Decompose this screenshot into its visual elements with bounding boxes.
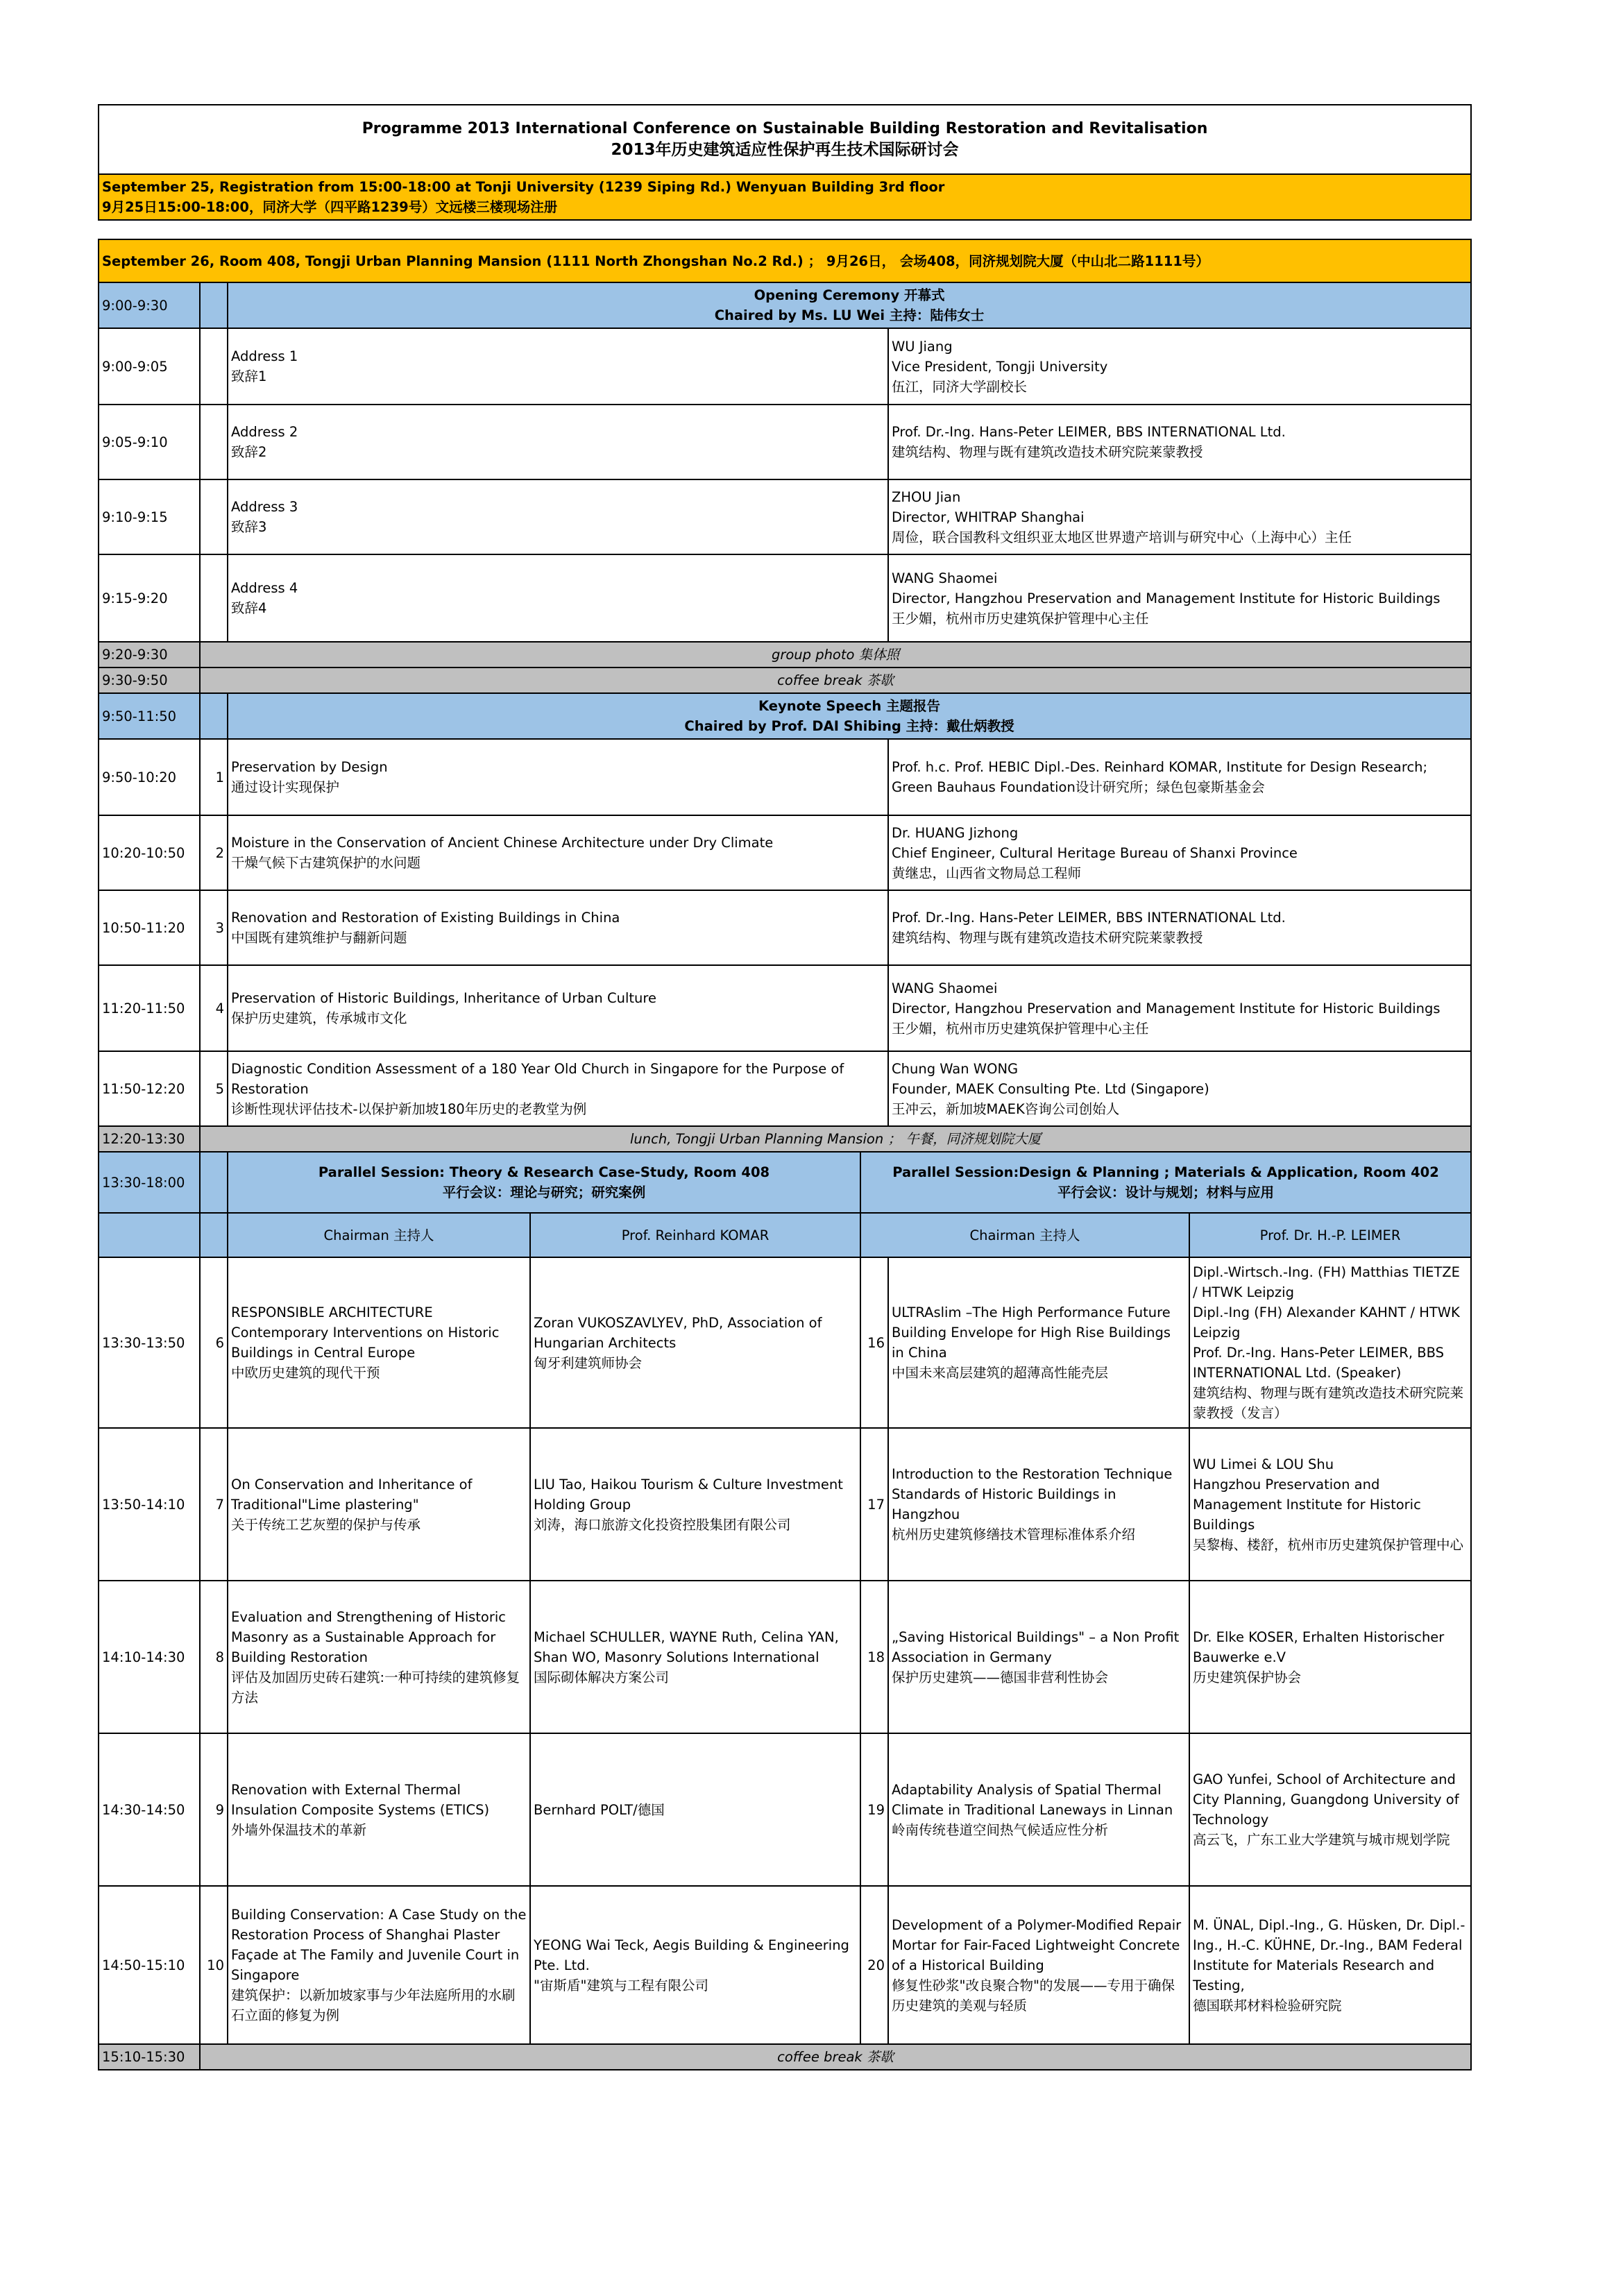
parallel-talk-row bbox=[99, 1886, 1471, 2044]
talk-number: 1 bbox=[200, 739, 228, 815]
talk-title: Diagnostic Condition Assessment of a 180 Year Old Church in Singapore for the Purpose of Restoration 诊断性现状评估技术-以保护新加坡180年历史的老教堂为例 bbox=[228, 1051, 888, 1126]
speaker-cell: Prof. Dr.-Ing. Hans-Peter LEIMER, BBS INTERNATIONAL Ltd. 建筑结构、物理与既有建筑改造技术研究院莱蒙教授 bbox=[888, 890, 1471, 965]
parallel-right-title: Parallel Session:Design & Planning ; Materials & Application, Room 402 平行会议：设计与规划；材料与应用 bbox=[860, 1152, 1471, 1213]
talk-title: Development of a Polymer-Modified Repair Mortar for Fair-Faced Lightweight Concrete of a Historical Building 修复性砂浆"改良聚合物"的发展——专用于确保历史建筑的美观与轻质 bbox=[888, 1886, 1189, 2044]
time-cell: 9:15-9:20 bbox=[99, 554, 200, 642]
speaker-cell: LIU Tao, Haikou Tourism & Culture Investment Holding Group 刘涛，海口旅游文化投资控股集团有限公司 bbox=[530, 1428, 860, 1581]
keynote-talk-row bbox=[99, 815, 1471, 890]
time-cell: 15:10-15:30 bbox=[99, 2044, 200, 2070]
speaker-cell: YEONG Wai Teck, Aegis Building & Engineering Pte. Ltd. "宙斯盾"建筑与工程有限公司 bbox=[530, 1886, 860, 2044]
talk-title: Renovation and Restoration of Existing Buildings in China 中国既有建筑维护与翻新问题 bbox=[228, 890, 888, 965]
parallel-left-title: Parallel Session: Theory & Research Case-Study, Room 408 平行会议：理论与研究；研究案例 bbox=[228, 1152, 860, 1213]
talk-title: Adaptability Analysis of Spatial Thermal Climate in Traditional Laneways in Linnan 岭南传统巷道空间热气候适应性分析 bbox=[888, 1733, 1189, 1886]
speaker-cell: WANG Shaomei Director, Hangzhou Preservation and Management Institute for Historic Buildings 王少媚，杭州市历史建筑保护管理中心主任 bbox=[888, 554, 1471, 642]
speaker-cell: WU Limei & LOU Shu Hangzhou Preservation and Management Institute for Historic Buildings 吴黎梅、楼舒，杭州市历史建筑保护管理中心 bbox=[1189, 1428, 1471, 1581]
talk-number: 17 bbox=[860, 1428, 888, 1581]
talk-number: 5 bbox=[200, 1051, 228, 1126]
talk-title: RESPONSIBLE ARCHITECTURE Contemporary Interventions on Historic Buildings in Central Europe 中欧历史建筑的现代干预 bbox=[228, 1257, 530, 1428]
speaker-cell: WANG Shaomei Director, Hangzhou Preservation and Management Institute for Historic Buildings 王少媚，杭州市历史建筑保护管理中心主任 bbox=[888, 965, 1471, 1051]
address-row bbox=[99, 554, 1471, 642]
chairman-label: Chairman 主持人 bbox=[228, 1213, 530, 1257]
talk-title: Building Conservation: A Case Study on the Restoration Process of Shanghai Plaster Façade at The Family and Juvenile Court in Singapore 建筑保护：以新加坡家事与少年法庭所用的水刷石立面的修复为例 bbox=[228, 1886, 530, 2044]
day-banner: September 26, Room 408, Tongji Urban Planning Mansion (1111 North Zhongshan No.2 Rd.) ； 9月26日， 会场408，同济规划院大厦（中山北二路1111号） bbox=[99, 239, 1471, 282]
talk-number: 8 bbox=[200, 1581, 228, 1733]
talk-title: Address 4 致辞4 bbox=[228, 554, 888, 642]
talk-title: Address 2 致辞2 bbox=[228, 405, 888, 479]
talk-title: Renovation with External Thermal Insulation Composite Systems (ETICS) 外墙外保温技术的革新 bbox=[228, 1733, 530, 1886]
parallel-talk-row bbox=[99, 1428, 1471, 1581]
talk-number: 10 bbox=[200, 1886, 228, 2044]
session-heading: Keynote Speech 主题报告 Chaired by Prof. DAI Shibing 主持：戴仕炳教授 bbox=[228, 693, 1471, 739]
speaker-cell: ZHOU Jian Director, WHITRAP Shanghai 周俭，联合国教科文组织亚太地区世界遗产培训与研究中心（上海中心）主任 bbox=[888, 479, 1471, 554]
num-cell bbox=[200, 405, 228, 479]
break-row bbox=[99, 1126, 1471, 1152]
time-cell: 10:50-11:20 bbox=[99, 890, 200, 965]
opening-ceremony-row bbox=[99, 282, 1471, 328]
speaker-cell: GAO Yunfei, School of Architecture and City Planning, Guangdong University of Technology 高云飞，广东工业大学建筑与城市规划学院 bbox=[1189, 1733, 1471, 1886]
speaker-cell: Dr. HUANG Jizhong Chief Engineer, Cultural Heritage Bureau of Shanxi Province 黄继忠，山西省文物局总工程师 bbox=[888, 815, 1471, 890]
blank-cell bbox=[200, 693, 228, 739]
time-cell: 10:20-10:50 bbox=[99, 815, 200, 890]
parallel-talk-row bbox=[99, 1581, 1471, 1733]
right-chair: Prof. Dr. H.-P. LEIMER bbox=[1189, 1213, 1471, 1257]
speaker-cell: Chung Wan WONG Founder, MAEK Consulting Pte. Ltd (Singapore) 王冲云，新加坡MAEK咨询公司创始人 bbox=[888, 1051, 1471, 1126]
speaker-cell: Zoran VUKOSZAVLYEV, PhD, Association of Hungarian Architects 匈牙利建筑师协会 bbox=[530, 1257, 860, 1428]
time-cell: 9:10-9:15 bbox=[99, 479, 200, 554]
time-cell: 9:20-9:30 bbox=[99, 642, 200, 667]
break-label: group photo 集体照 bbox=[200, 642, 1471, 667]
parallel-talk-row bbox=[99, 1257, 1471, 1428]
time-cell: 12:20-13:30 bbox=[99, 1126, 200, 1152]
keynote-talk-row bbox=[99, 739, 1471, 815]
title-cn: 2013年历史建筑适应性保护再生技术国际研讨会 bbox=[611, 141, 959, 159]
break-label: coffee break 茶歇 bbox=[200, 2044, 1471, 2070]
talk-title: Preservation of Historic Buildings, Inheritance of Urban Culture 保护历史建筑，传承城市文化 bbox=[228, 965, 888, 1051]
chairman-label: Chairman 主持人 bbox=[860, 1213, 1189, 1257]
talk-number: 16 bbox=[860, 1257, 888, 1428]
talk-number: 2 bbox=[200, 815, 228, 890]
speaker-cell: Prof. Dr.-Ing. Hans-Peter LEIMER, BBS INTERNATIONAL Ltd. 建筑结构、物理与既有建筑改造技术研究院莱蒙教授 bbox=[888, 405, 1471, 479]
num-cell bbox=[200, 328, 228, 405]
keynote-talk-row bbox=[99, 965, 1471, 1051]
address-row bbox=[99, 479, 1471, 554]
talk-number: 20 bbox=[860, 1886, 888, 2044]
time-cell: 9:00-9:05 bbox=[99, 328, 200, 405]
talk-title: Introduction to the Restoration Technique Standards of Historic Buildings in Hangzhou 杭州历史建筑修缮技术管理标准体系介绍 bbox=[888, 1428, 1189, 1581]
programme-table bbox=[98, 104, 1472, 2070]
talk-title: Preservation by Design 通过设计实现保护 bbox=[228, 739, 888, 815]
talk-title: Address 3 致辞3 bbox=[228, 479, 888, 554]
parallel-session-row bbox=[99, 1152, 1471, 1213]
speaker-cell: Dr. Elke KOSER, Erhalten Historischer Bauwerke e.V 历史建筑保护协会 bbox=[1189, 1581, 1471, 1733]
talk-title: Moisture in the Conservation of Ancient Chinese Architecture under Dry Climate 干燥气候下古建筑保护的水问题 bbox=[228, 815, 888, 890]
talk-number: 7 bbox=[200, 1428, 228, 1581]
talk-title: Evaluation and Strengthening of Historic Masonry as a Sustainable Approach for Building Restoration 评估及加固历史砖石建筑:一种可持续的建筑修复方法 bbox=[228, 1581, 530, 1733]
speaker-cell: Prof. h.c. Prof. HEBIC Dipl.-Des. Reinhard KOMAR, Institute for Design Research; Green Bauhaus Foundation设计研究所；绿色包豪斯基金会 bbox=[888, 739, 1471, 815]
time-cell: 9:30-9:50 bbox=[99, 667, 200, 693]
chairman-row bbox=[99, 1213, 1471, 1257]
talk-title: On Conservation and Inheritance of Traditional"Lime plastering" 关于传统工艺灰塑的保护与传承 bbox=[228, 1428, 530, 1581]
time-cell: 9:05-9:10 bbox=[99, 405, 200, 479]
keynote-talk-row bbox=[99, 890, 1471, 965]
time-cell: 11:20-11:50 bbox=[99, 965, 200, 1051]
time-cell: 14:30-14:50 bbox=[99, 1733, 200, 1886]
keynote-talk-row bbox=[99, 1051, 1471, 1126]
break-row bbox=[99, 642, 1471, 667]
num-cell bbox=[200, 479, 228, 554]
time-cell: 14:50-15:10 bbox=[99, 1886, 200, 2044]
title-en: Programme 2013 International Conference on Sustainable Building Restoration and Revitalisation bbox=[362, 120, 1208, 137]
speaker-cell: Bernhard POLT/德国 bbox=[530, 1733, 860, 1886]
address-row bbox=[99, 405, 1471, 479]
speaker-cell: WU Jiang Vice President, Tongji University 伍江，同济大学副校长 bbox=[888, 328, 1471, 405]
talk-number: 3 bbox=[200, 890, 228, 965]
talk-number: 19 bbox=[860, 1733, 888, 1886]
page-title bbox=[99, 105, 1471, 174]
time-cell: 9:50-11:50 bbox=[99, 693, 200, 739]
talk-title: Address 1 致辞1 bbox=[228, 328, 888, 405]
speaker-cell: Michael SCHULLER, WAYNE Ruth, Celina YAN, Shan WO, Masonry Solutions International 国际砌体解决方案公司 bbox=[530, 1581, 860, 1733]
num-cell bbox=[200, 554, 228, 642]
break-label: coffee break 茶歇 bbox=[200, 667, 1471, 693]
talk-title: „Saving Historical Buildings" – a Non Profit Association in Germany 保护历史建筑——德国非营利性协会 bbox=[888, 1581, 1189, 1733]
time-cell: 11:50-12:20 bbox=[99, 1051, 200, 1126]
time-cell: 13:50-14:10 bbox=[99, 1428, 200, 1581]
talk-number: 4 bbox=[200, 965, 228, 1051]
time-cell: 9:50-10:20 bbox=[99, 739, 200, 815]
break-row bbox=[99, 2044, 1471, 2070]
talk-number: 18 bbox=[860, 1581, 888, 1733]
talk-number: 9 bbox=[200, 1733, 228, 1886]
address-row bbox=[99, 328, 1471, 405]
keynote-row bbox=[99, 693, 1471, 739]
speaker-cell: Dipl.-Wirtsch.-Ing. (FH) Matthias TIETZE / HTWK Leipzig Dipl.-Ing (FH) Alexander KAHNT / HTWK Leipzig Prof. Dr.-Ing. Hans-Peter LEIMER, BBS INTERNATIONAL Ltd. (Speaker) 建筑结构、物理与既有建筑改造技术研究院莱蒙教授（发言） bbox=[1189, 1257, 1471, 1428]
speaker-cell: M. ÜNAL, Dipl.-Ing., G. Hüsken, Dr. Dipl.-Ing., H.-C. KÜHNE, Dr.-Ing., BAM Federal Institute for Materials Research and Testing, 德国联邦材料检验研究院 bbox=[1189, 1886, 1471, 2044]
registration-banner: September 25, Registration from 15:00-18:00 at Tonji University (1239 Siping Rd.) Wenyuan Building 3rd floor 9月25日15:00-18:00，同济大学（四平路1239号）文远楼三楼现场注册 bbox=[99, 174, 1471, 220]
parallel-talk-row bbox=[99, 1733, 1471, 1886]
talk-title: ULTRAslim –The High Performance Future Building Envelope for High Rise Buildings in China 中国未来高层建筑的超薄高性能壳层 bbox=[888, 1257, 1189, 1428]
blank-cell bbox=[200, 282, 228, 328]
break-label: lunch, Tongji Urban Planning Mansion ； 午餐，同济规划院大厦 bbox=[200, 1126, 1471, 1152]
left-chair: Prof. Reinhard KOMAR bbox=[530, 1213, 860, 1257]
session-heading: Opening Ceremony 开幕式 Chaired by Ms. LU Wei 主持：陆伟女士 bbox=[228, 282, 1471, 328]
time-cell: 13:30-18:00 bbox=[99, 1152, 200, 1213]
time-cell: 9:00-9:30 bbox=[99, 282, 200, 328]
time-cell: 13:30-13:50 bbox=[99, 1257, 200, 1428]
blank-cell bbox=[200, 1152, 228, 1213]
talk-number: 6 bbox=[200, 1257, 228, 1428]
break-row bbox=[99, 667, 1471, 693]
time-cell: 14:10-14:30 bbox=[99, 1581, 200, 1733]
